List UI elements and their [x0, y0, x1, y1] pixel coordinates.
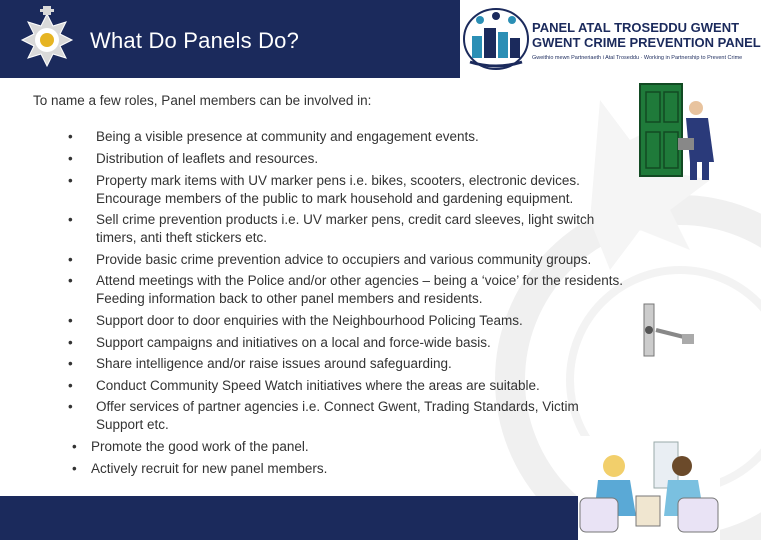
bullet-text: timers, anti theft stickers etc. — [96, 230, 268, 245]
bullet-text: Support etc. — [96, 417, 169, 432]
bullet-text: Support campaigns and initiatives on a local and force-wide basis. — [96, 335, 491, 350]
bullet-dot: • — [68, 129, 73, 144]
bullet-dot: • — [72, 461, 77, 476]
bullet-text: Sell crime prevention products i.e. UV marker pens, credit card sleeves, light switch — [96, 212, 595, 227]
bullet-dot: • — [68, 252, 73, 267]
bullet-text: Share intelligence and/or raise issues around safeguarding. — [96, 356, 452, 371]
bullet-text: Offer services of partner agencies i.e. Connect Gwent, Trading Standards, Victim — [96, 399, 579, 414]
bullet-text: Promote the good work of the panel. — [91, 439, 309, 454]
bullet-text: Feeding information back to other panel members and residents. — [96, 291, 483, 306]
slide-title: What Do Panels Do? — [90, 28, 300, 53]
panel-logo — [462, 6, 761, 72]
header-bar — [0, 0, 460, 78]
police-badge-icon — [16, 6, 78, 72]
bullet-text: Property mark items with UV marker pens i.e. bikes, scooters, electronic devices. — [96, 173, 580, 188]
bullet-text: Support door to door enquiries with the Neighbourhood Policing Teams. — [96, 313, 523, 328]
bullet-dot: • — [68, 173, 73, 188]
door-lock-clipart — [638, 300, 698, 360]
bullet-dot: • — [68, 399, 73, 414]
footer-bar — [0, 496, 580, 540]
logo-tagline: Gweithio mewn Partneriaeth i Atal Troseddu · Working in Partnership to Prevent Crime — [532, 55, 743, 61]
community-houses-icon — [462, 6, 530, 72]
bullet-dot: • — [72, 439, 77, 454]
bullet-text: Distribution of leaflets and resources. — [96, 151, 319, 166]
bullet-dot: • — [68, 356, 73, 371]
coffee-chat-clipart — [578, 436, 720, 540]
logo-english-title: GWENT CRIME PREVENTION PANEL — [532, 35, 761, 50]
door-knocker-clipart — [638, 82, 720, 182]
bullet-dot: • — [68, 313, 73, 328]
bullet-dot: • — [68, 335, 73, 350]
bullet-text: Attend meetings with the Police and/or other agencies – being a ‘voice’ for the residents. — [96, 273, 624, 288]
bullet-text: Encourage members of the public to mark household and gardening equipment. — [96, 191, 574, 206]
intro-text: To name a few roles, Panel members can be involved in: — [33, 93, 372, 108]
bullet-dot: • — [68, 212, 73, 227]
logo-welsh-title: PANEL ATAL TROSEDDU GWENT — [532, 20, 740, 35]
bullet-text: Being a visible presence at community and engagement events. — [96, 129, 479, 144]
bullet-dot: • — [68, 378, 73, 393]
bullet-dot: • — [68, 273, 73, 288]
bullet-text: Actively recruit for new panel members. — [91, 461, 328, 476]
bullet-dot: • — [68, 151, 73, 166]
bullet-text: Provide basic crime prevention advice to occupiers and various community groups. — [96, 252, 592, 267]
bullet-text: Conduct Community Speed Watch initiatives where the areas are suitable. — [96, 378, 540, 393]
